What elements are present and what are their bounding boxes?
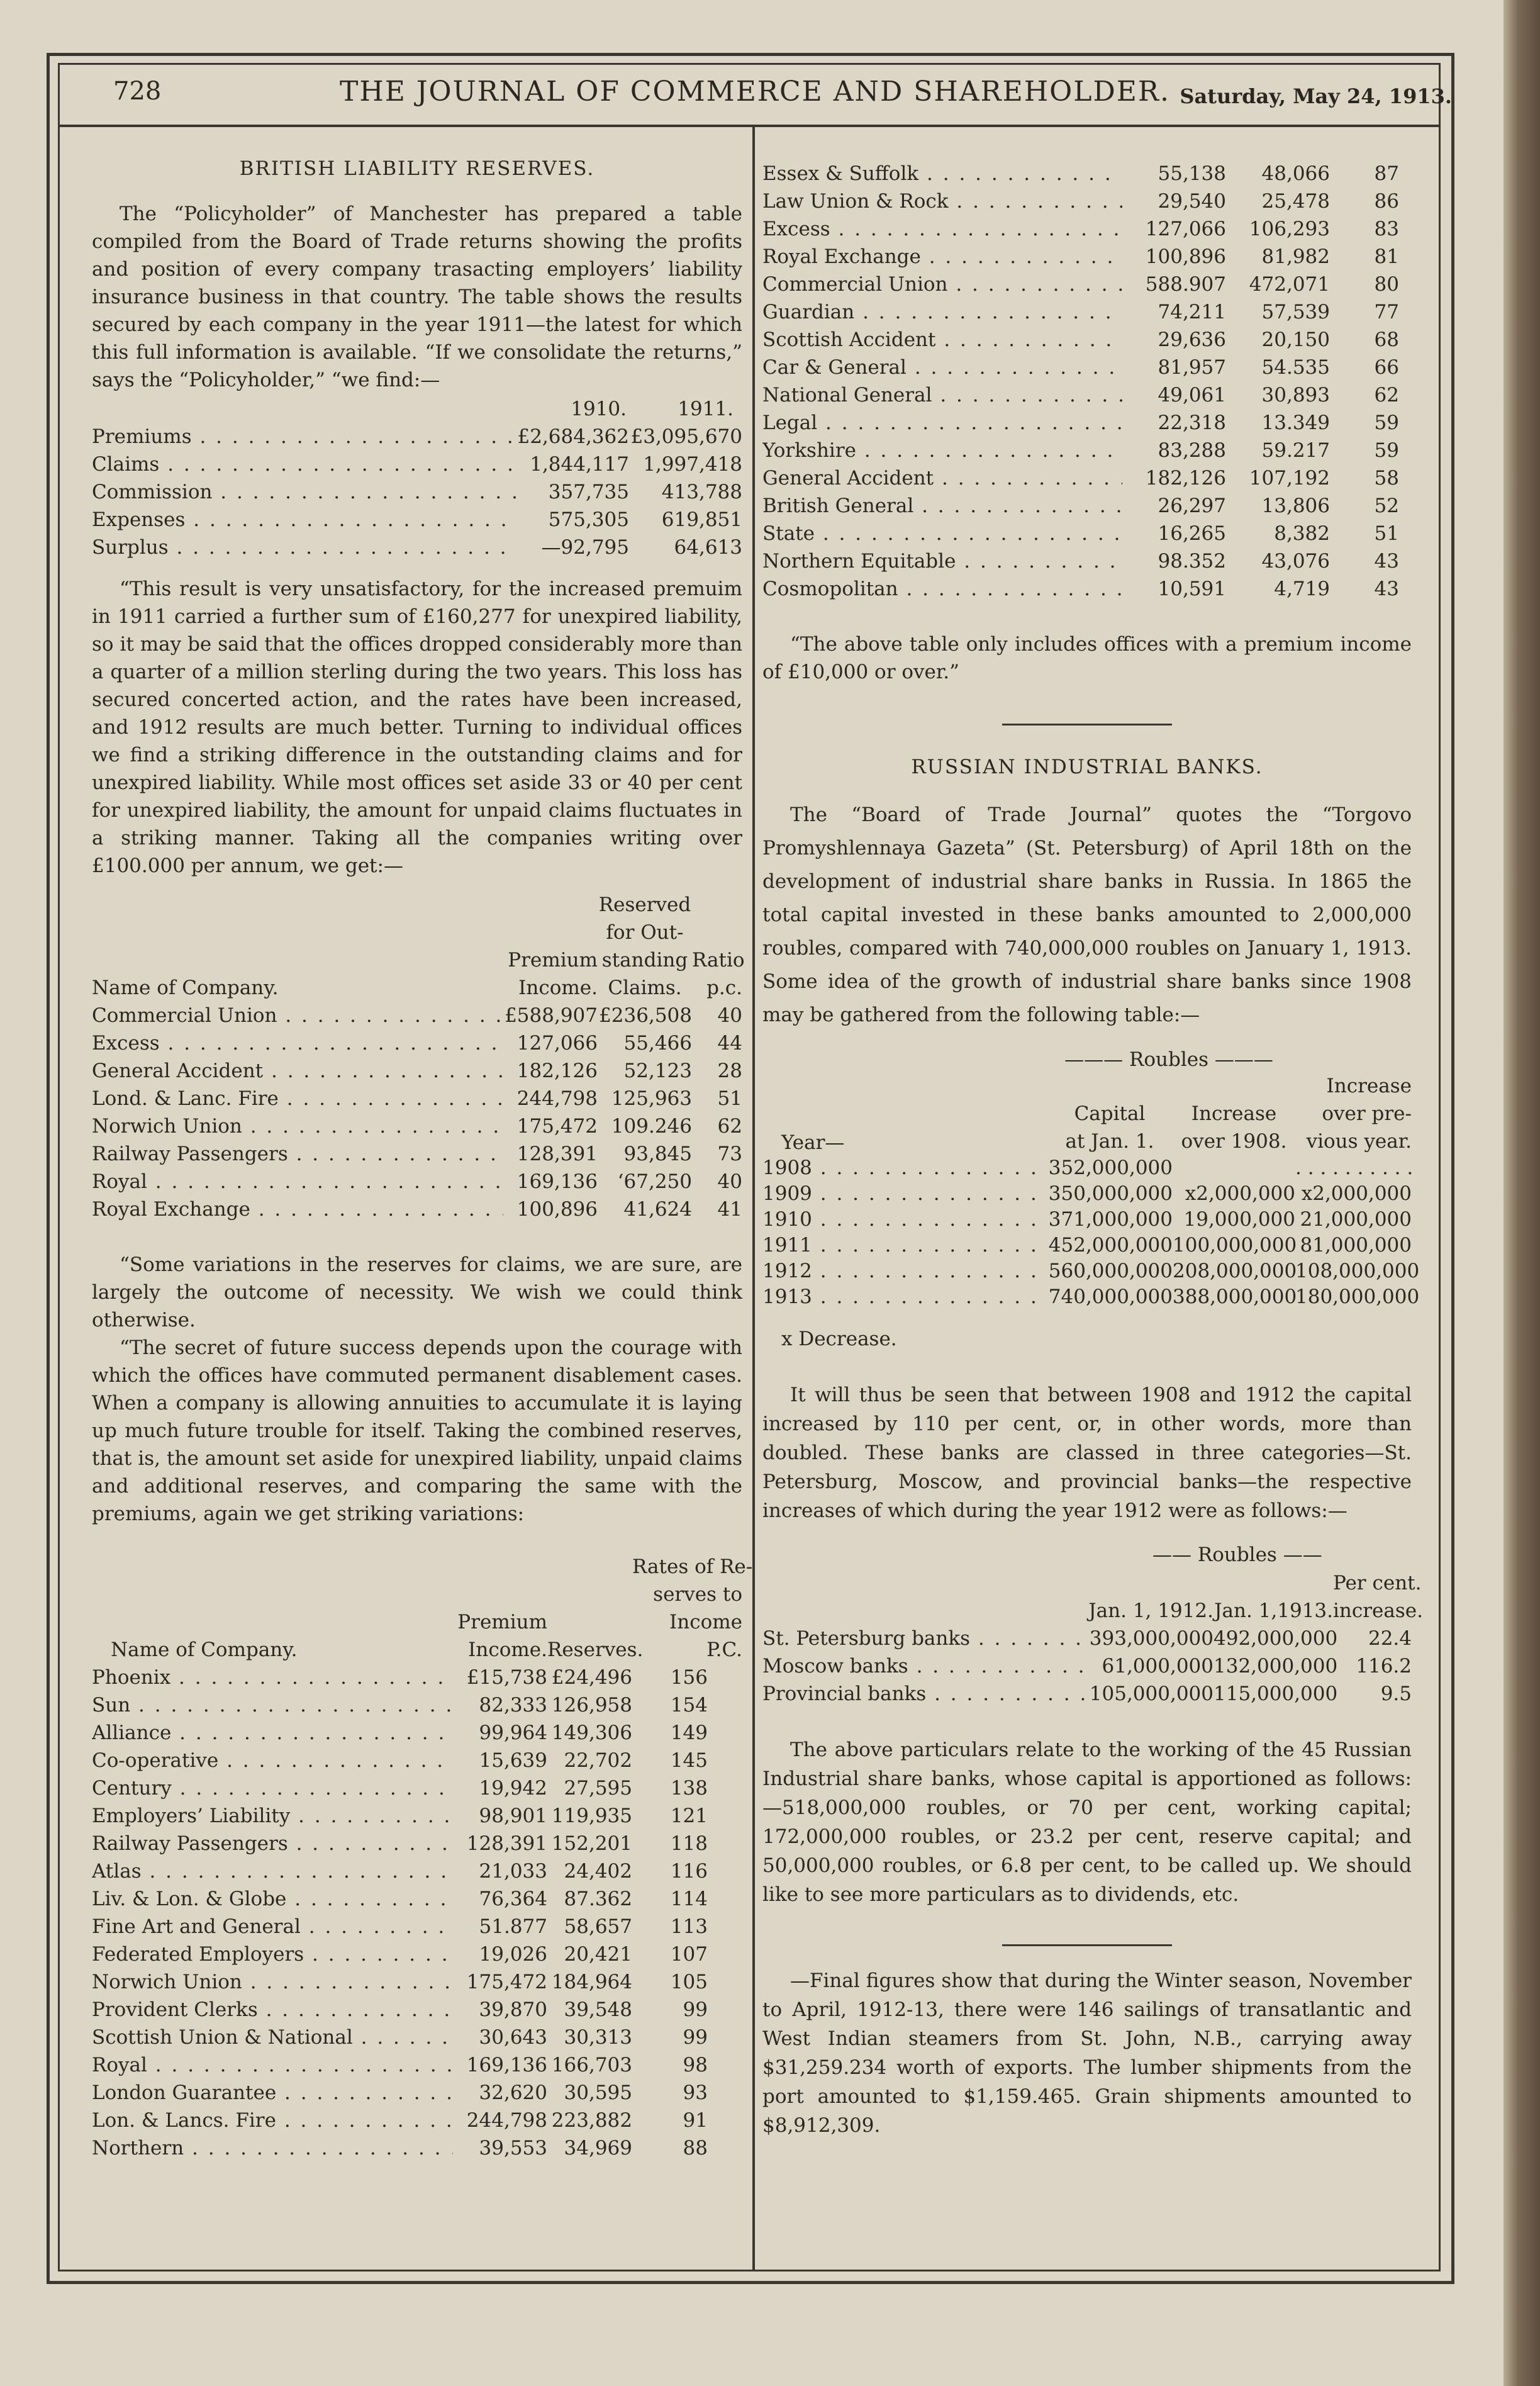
table-row: Lon. & Lancs. Fire . . . 244,798 223,882 91 [92, 2107, 742, 2134]
table-row: Co-operative . . . 15,639 22,702 145 [92, 1747, 742, 1774]
table-row: General Accident . . . 182,126 107,192 58 [762, 464, 1412, 492]
article-paragraph: The “Board of Trade Journal” quotes the “Torgovo Promyshlennaya Gazeta” (St. Petersburg) of April 18th on the development of industrial share banks in Russia. In 1865 the total capital invested in these banks amounted to 2,000,000 roubles, compared with 740,000,000 roubles on January 1, 1913. Some idea of the growth of industrial share banks since 1908 may be gathered from the following table:— [762, 804, 1412, 1026]
table-row: Northern Equitable . . . 98.352 43,076 43 [762, 547, 1412, 575]
right-column [762, 155, 1423, 2140]
table-header [762, 1072, 1412, 1155]
bank-category-table [762, 1540, 1423, 1708]
table-row: Century . . . 19,942 27,595 138 [92, 1774, 742, 1802]
table-row: Law Union & Rock . . . 29,540 25,478 86 [762, 188, 1412, 215]
table-row: Atlas . . . 21,033 24,402 116 [92, 1857, 742, 1885]
col-rate: Rates of Re- serves to Income P.C. [632, 1555, 753, 1661]
capital-growth-table [762, 1047, 1420, 1353]
issue-date: Saturday, May 24, 1913. [1180, 84, 1452, 108]
col-capital: Capital at Jan. 1. [1065, 1102, 1154, 1153]
masthead-title: THE JOURNAL OF COMMERCE AND SHAREHOLDER. [340, 76, 1170, 108]
table-row: Norwich Union . . . 175,472 184,964 105 [92, 1968, 742, 1996]
table-row: Claims . . . 1,844,117 1,997,418 [92, 451, 742, 478]
col-ratio: Ratio p.c. [692, 949, 745, 999]
column-rule [752, 125, 755, 2270]
page-number: 728 [113, 77, 162, 106]
table-row: 1913 . . . 740,000,000 388,000,000 180,000,000 [762, 1284, 1412, 1310]
reserves-rate-table [92, 1553, 753, 2162]
table-row: Sun . . . 82,333 126,958 154 [92, 1691, 742, 1719]
table-row: Provincial banks . . . 105,000,000 115,000,000 9.5 [762, 1680, 1412, 1708]
table-row: Cosmopolitan . . . 10,591 4,719 43 [762, 575, 1412, 603]
table-row: Scottish Accident . . . 29,636 20,150 68 [762, 326, 1412, 354]
col-premium: Premium Income. [508, 949, 598, 999]
table-row: Legal . . . 22,318 13.349 59 [762, 409, 1412, 437]
table-row: Yorkshire . . . 83,288 59.217 59 [762, 437, 1412, 464]
table-row: Essex & Suffolk . . . 55,138 48,066 87 [762, 160, 1412, 188]
table-row: Expenses . . . 575,305 619,851 [92, 506, 742, 534]
table-row: Premiums . . . £2,684,362 £3,095,670 [92, 423, 742, 451]
col-increase-1908: Increase over 1908. [1181, 1102, 1287, 1153]
col-jan-1913: Jan. 1,1913. [1214, 1599, 1333, 1622]
table-header [92, 1553, 753, 1664]
table-row: Moscow banks . . . 61,000,000 132,000,000 116.2 [762, 1652, 1412, 1680]
col-1911: 1911. [678, 398, 734, 420]
roubles-label: —— Roubles —— [1152, 1543, 1322, 1566]
table-row: St. Petersburg banks . . . 393,000,000 492,000,000 22.4 [762, 1625, 1412, 1652]
table-row: National General . . . 49,061 30,893 62 [762, 381, 1412, 409]
table-row: Commission . . . 357,735 413,788 [92, 478, 742, 506]
table-row: Liv. & Lon. & Globe . . . 76,364 87.362 114 [92, 1885, 742, 1913]
summary-table [92, 395, 742, 561]
table-row: Surplus . . . —92,795 64,613 [92, 534, 742, 561]
article-paragraph: “Some variations in the reserves for claims, we are sure, are largely the outcome of necessity. We wish we could think otherwise. [92, 1253, 742, 1331]
summary-header [92, 395, 742, 423]
table-row: Commercial Union . . . £588,907 £236,508 40 [92, 1002, 742, 1029]
article-paragraph: “This result is very unsatisfactory, for the increased premuim in 1911 carried a further sum of £160,277 for unexpired liability, so it may be said that the offices dropped considerably more than a quarter of a million sterling during the two years. This loss has secured concerted action, and the rates have been increased, and 1912 results are much better. Turning to individual offices we find a striking difference in the outstanding claims and for unexpired liability. While most offices set aside 33 or 40 per cent for unexpired liability, the amount for unpaid claims fluctuates in a striking manner. Taking all the companies writing over £100.000 per annum, we get:— [92, 578, 742, 877]
article-heading-liability: BRITISH LIABILITY RESERVES. [239, 157, 595, 180]
table-row: Royal . . . 169,136 ‘67,250 40 [92, 1168, 742, 1196]
table-row: 1912 . . . 560,000,000 208,000,000 108,000,000 [762, 1258, 1412, 1284]
col-reserved: Reserved for Out- standing Claims. [598, 893, 691, 999]
table-row: Excess . . . 127,066 106,293 83 [762, 215, 1412, 243]
table-row: Northern . . . 39,553 34,969 88 [92, 2134, 742, 2162]
table-footnote: x Decrease. [781, 1328, 897, 1350]
article-paragraph: It will thus be seen that between 1908 and 1912 the capital increased by 110 per cent, or, in other words, more than doubled. These banks are classed in three categories—St. Petersburg, Moscow, and provincial banks—the respective increases of which during the year 1912 were as follows:— [762, 1384, 1412, 1522]
table-row: Excess . . . 127,066 55,466 44 [92, 1029, 742, 1057]
table-row: Railway Passengers . . . 128,391 93,845 73 [92, 1140, 742, 1168]
table-row: Norwich Union . . . 175,472 109.246 62 [92, 1112, 742, 1140]
news-brief: —Final figures show that during the Winter season, November to April, 1912-13, there were 146 sailings of transatlantic and West Indian steamers from St. John, N.B., carrying away $31,259.234 worth of exports. The lumber shipments from the port amounted to $1,159.465. Grain shipments amounted to $8,912,309. [762, 1969, 1412, 2137]
col-1910: 1910. [571, 398, 627, 420]
page-edge [1504, 0, 1540, 2386]
article-paragraph: The “Policyholder” of Manchester has prepared a table compiled from the Board of Trade returns showing the profits and position of every company trasacting employers’ liability insurance business in that country. The table shows the results secured by each company in the year 1911—the latest for which this full information is available. “If we consolidate the returns,” says the “Policyholder,” “we find:— [92, 203, 742, 391]
table-row: British General . . . 26,297 13,806 52 [762, 492, 1412, 520]
table-row: Alliance . . . 99,964 149,306 149 [92, 1719, 742, 1747]
table-row: Commercial Union . . . 588.907 472,071 80 [762, 271, 1412, 298]
table-row: Guardian . . . 74,211 57,539 77 [762, 298, 1412, 326]
table-row: Royal Exchange . . . 100,896 81,982 81 [762, 243, 1412, 271]
table-row: Lond. & Lanc. Fire . . . 244,798 125,963 51 [92, 1085, 742, 1112]
article-heading-russian: RUSSIAN INDUSTRIAL BANKS. [911, 756, 1263, 778]
col-pct-increase: Per cent. increase. [1333, 1572, 1423, 1622]
table-row: Phoenix . . . £15,738 £24,496 156 [92, 1664, 742, 1691]
table-row: Royal . . . 169,136 166,703 98 [92, 2051, 742, 2079]
article-paragraph: “The secret of future success depends upon the courage with which the offices have commuted permanent disablement cases. When a company is allowing annuities to accumulate it is laying up much future trouble for itself. Taking the combined reserves, that is, the amount set aside for unexpired liability, unpaid claims and additional reserves, and comparing the same with the premiums, again we get striking variations: [92, 1336, 742, 1525]
table-row: Scottish Union & National . . . 30,643 30,313 99 [92, 2024, 742, 2051]
table-row: 1910 . . . 371,000,000 19,000,000 21,000,000 [762, 1207, 1412, 1233]
table-row: Federated Employers . . . 19,026 20,421 107 [92, 1941, 742, 1968]
article-paragraph: The above particulars relate to the working of the 45 Russian Industrial share banks, whose capital is apportioned as follows:—518,000,000 roubles, or 70 per cent, working capital; 172,000,000 roubles, or 23.2 per cent, reserve capital; and 50,000,000 roubles, or 6.8 per cent, to be called up. We should like to see more particulars as to dividends, etc. [762, 1739, 1412, 1906]
table-header [762, 1569, 1423, 1625]
table-row: 1908 . . . 352,000,000 . . . . . . . . . . [762, 1155, 1412, 1181]
table-header [92, 891, 745, 1002]
header-rule [58, 125, 1439, 127]
table-row: Railway Passengers . . . 128,391 152,201 118 [92, 1830, 742, 1857]
outstanding-claims-table [92, 891, 745, 1223]
table-row: 1911 . . . 452,000,000 100,000,000 81,000,000 [762, 1233, 1412, 1258]
col-premium: Premium Income. [457, 1611, 547, 1661]
reserves-rate-table-continued [762, 160, 1412, 603]
table-row: General Accident . . . 182,126 52,123 28 [92, 1057, 742, 1085]
col-reserves: Reserves. [547, 1638, 644, 1661]
article-note: “The above table only includes offices with a premium income of £10,000 or over.” [762, 633, 1412, 683]
table-row: State . . . 16,265 8,382 51 [762, 520, 1412, 547]
table-row: Fine Art and General . . . 51.877 58,657 113 [92, 1913, 742, 1941]
col-name: Name of Company. [111, 1638, 298, 1661]
left-column [92, 155, 753, 2162]
table-row: Employers’ Liability . . . 98,901 119,935 121 [92, 1802, 742, 1830]
table-row: Car & General . . . 81,957 54.535 66 [762, 354, 1412, 381]
table-row: 1909 . . . 350,000,000 x2,000,000 x2,000,000 [762, 1181, 1412, 1207]
col-name: Name of Company. [92, 977, 279, 999]
table-row: Provident Clerks . . . 39,870 39,548 99 [92, 1996, 742, 2024]
table-row: London Guarantee . . . 32,620 30,595 93 [92, 2079, 742, 2107]
col-year: Year— [781, 1131, 845, 1154]
col-increase-prev: Increase over pre- vious year. [1306, 1075, 1412, 1153]
col-jan-1912: Jan. 1, 1912. [1088, 1599, 1214, 1622]
table-row: Royal Exchange . . . 100,896 41,624 41 [92, 1196, 742, 1223]
roubles-label: ——— Roubles ——— [1064, 1048, 1273, 1071]
